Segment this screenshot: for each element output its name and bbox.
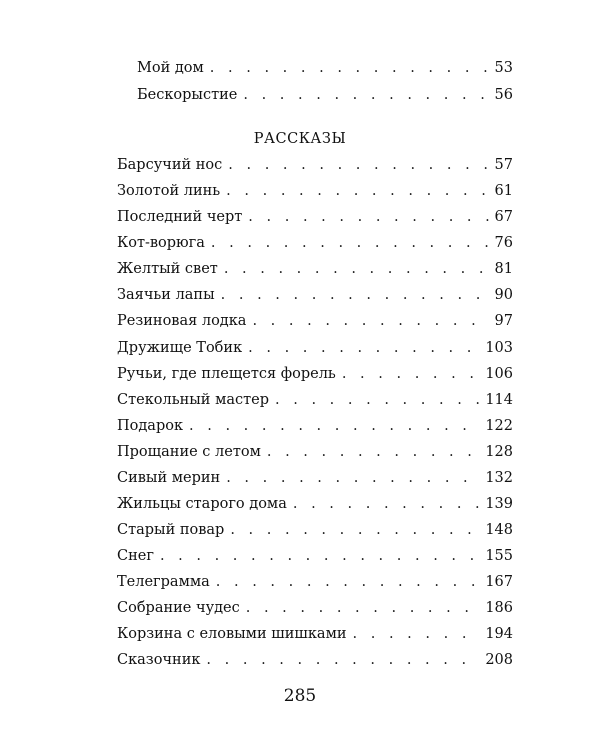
dot-leader [293,495,479,513]
entry-title: Последний черт [117,209,243,225]
entry-page: 81 [494,261,513,277]
entry-page: 76 [494,235,513,251]
dot-leader [206,651,479,669]
dot-leader [353,625,480,643]
entry-page: 97 [494,313,513,329]
entry-title: Корзина с еловыми шишками [117,626,347,642]
entry-title: Дружище Тобик [117,340,243,356]
dot-leader [248,208,488,226]
toc-entry [117,651,513,669]
dot-leader [210,59,489,77]
entry-title: Ручьи, где плещется форель [117,366,336,382]
entry-title: Желтый свет [117,261,218,277]
section-heading: РАССКАЗЫ [253,131,347,147]
entry-title: Бескорыстие [137,87,238,103]
entry-page: 139 [485,496,513,512]
page-number: 285 [283,686,317,706]
entry-title: Телеграмма [117,574,210,590]
toc-entry [117,182,513,200]
entry-page: 67 [494,209,513,225]
toc-entry [137,59,513,77]
toc-entry [117,208,513,226]
dot-leader [211,234,489,252]
toc-entry [117,521,513,539]
entry-page: 128 [485,444,513,460]
entry-title: Золотой линь [117,183,221,199]
dot-leader [342,365,479,383]
toc-entry [117,547,513,565]
entry-title: Прощание с летом [117,444,261,460]
entry-title: Сказочник [117,652,201,668]
toc-entry [117,391,513,409]
entry-title: Подарок [117,418,184,434]
dot-leader [226,469,479,487]
dot-leader [226,182,488,200]
toc-entry [137,86,513,104]
entry-page: 122 [485,418,513,434]
entry-title: Снег [117,548,154,564]
dot-leader [230,521,479,539]
entry-page: 155 [485,548,513,564]
entry-page: 208 [485,652,513,668]
entry-page: 61 [494,183,513,199]
entry-page: 167 [485,574,513,590]
toc-entry [117,339,513,357]
dot-leader [248,339,479,357]
dot-leader [224,260,489,278]
entry-page: 57 [494,157,513,173]
dot-leader [216,573,480,591]
toc-entry [117,625,513,643]
entry-title: Сивый мерин [117,470,221,486]
toc-entry [117,495,513,513]
entry-title: Резиновая лодка [117,313,247,329]
entry-title: Мой дом [137,60,204,76]
dot-leader [252,312,488,330]
dot-leader [221,286,489,304]
entry-page: 148 [485,522,513,538]
entry-page: 114 [485,392,513,408]
dot-leader [160,547,479,565]
entry-page: 56 [494,87,513,103]
dot-leader [246,599,480,617]
entry-page: 90 [494,287,513,303]
toc-entry [117,599,513,617]
toc-entry [117,469,513,487]
entry-title: Стекольный мастер [117,392,270,408]
toc-entry [117,286,513,304]
toc-entry [117,573,513,591]
entry-title: Старый повар [117,522,225,538]
entry-title: Собрание чудес [117,600,240,616]
toc-entry [117,365,513,383]
entry-title: Жильцы старого дома [117,496,287,512]
toc-entry [117,312,513,330]
dot-leader [243,86,488,104]
entry-page: 106 [485,366,513,382]
entry-page: 53 [494,60,513,76]
entry-page: 132 [485,470,513,486]
entry-page: 194 [485,626,513,642]
toc-entry [117,443,513,461]
toc-entry [117,156,513,174]
entry-title: Барсучий нос [117,157,223,173]
toc-entry [117,234,513,252]
entry-title: Кот-ворюга [117,235,205,251]
entry-page: 186 [485,600,513,616]
dot-leader [228,156,488,174]
dot-leader [267,443,479,461]
entry-title: Заячьи лапы [117,287,215,303]
entry-page: 103 [485,340,513,356]
dot-leader [275,391,479,409]
dot-leader [189,417,479,435]
toc-entry [117,260,513,278]
toc-entry [117,417,513,435]
